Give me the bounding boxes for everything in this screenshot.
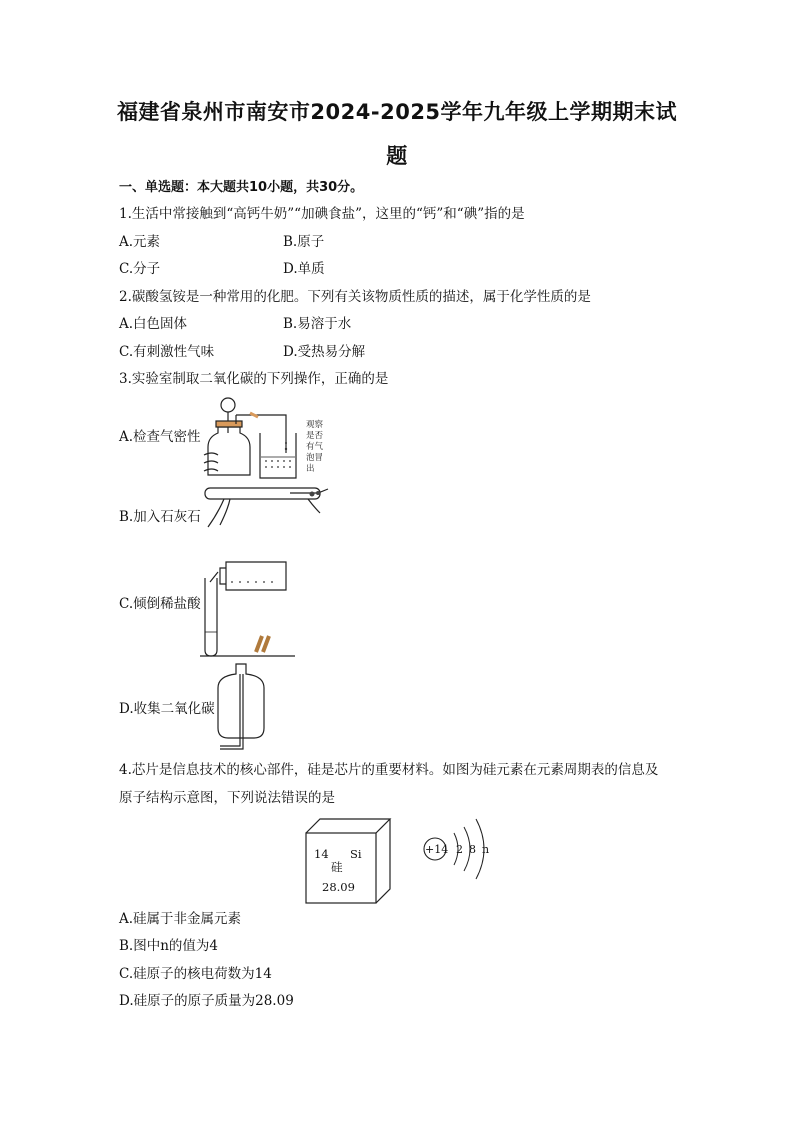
question-4-stem: 4.芯片是信息技术的核心部件，硅是芯片的重要材料。如图为硅元素在元素周期表的信息及 xyxy=(119,762,659,778)
nucleus-charge: +14 xyxy=(425,843,449,856)
figure-silicon-element-cell xyxy=(300,815,400,905)
q1-option-d: D.单质 xyxy=(283,261,325,277)
note-line-5: 出 xyxy=(306,464,315,474)
note-line-2: 是否 xyxy=(306,431,324,441)
figure-add-limestone xyxy=(200,482,340,532)
question-2-stem: 2.碳酸氢铵是一种常用的化肥。下列有关该物质性质的描述，属于化学性质的是 xyxy=(119,289,591,305)
q2-option-d: D.受热易分解 xyxy=(283,344,366,360)
figure-collect-co2 xyxy=(214,662,274,757)
element-number: 14 xyxy=(314,847,329,861)
q1-option-b: B.原子 xyxy=(283,234,325,250)
note-line-1: 观察 xyxy=(306,420,324,430)
q4-option-d: D.硅原子的原子质量为28.09 xyxy=(119,993,294,1009)
q4-option-c: C.硅原子的核电荷数为14 xyxy=(119,966,272,982)
question-1-stem: 1.生活中常接触到“高钙牛奶”“加碘食盐”，这里的“钙”和“碘”指的是 xyxy=(119,206,525,222)
q2-option-b: B.易溶于水 xyxy=(283,316,352,332)
question-4-stem-continued: 原子结构示意图，下列说法错误的是 xyxy=(119,790,335,806)
q3-option-a: A.检查气密性 xyxy=(119,429,201,445)
section-heading: 一、单选题：本大题共10小题，共30分。 xyxy=(119,180,364,195)
question-3-stem: 3.实验室制取二氧化碳的下列操作，正确的是 xyxy=(119,371,389,387)
shell-3-electrons: n xyxy=(482,843,490,856)
q3-option-c: C.倾倒稀盐酸 xyxy=(119,596,201,612)
element-symbol: Si xyxy=(350,847,362,861)
q1-option-c: C.分子 xyxy=(119,261,161,277)
shell-2-electrons: 8 xyxy=(469,843,476,856)
q3-option-b: B.加入石灰石 xyxy=(119,509,201,525)
note-line-3: 有气 xyxy=(306,442,324,452)
note-line-4: 泡冒 xyxy=(306,453,324,463)
q3-option-d: D.收集二氧化碳 xyxy=(119,701,215,717)
q1-option-a: A.元素 xyxy=(119,234,161,250)
q4-option-a: A.硅属于非金属元素 xyxy=(119,911,242,927)
q2-option-c: C.有刺激性气味 xyxy=(119,344,215,360)
figure-silicon-atom-structure xyxy=(420,815,500,885)
q4-option-b: B.图中n的值为4 xyxy=(119,938,218,954)
figure-pour-acid xyxy=(200,552,300,662)
element-name: 硅 xyxy=(331,860,343,874)
shell-1-electrons: 2 xyxy=(456,843,463,856)
element-mass: 28.09 xyxy=(322,880,355,894)
figure-airtightness-check xyxy=(200,393,350,483)
page-title: 福建省泉州市南安市2024-2025学年九年级上学期期末试 xyxy=(116,100,678,124)
q2-option-a: A.白色固体 xyxy=(119,316,188,332)
page-title-continued: 题 xyxy=(386,144,408,168)
